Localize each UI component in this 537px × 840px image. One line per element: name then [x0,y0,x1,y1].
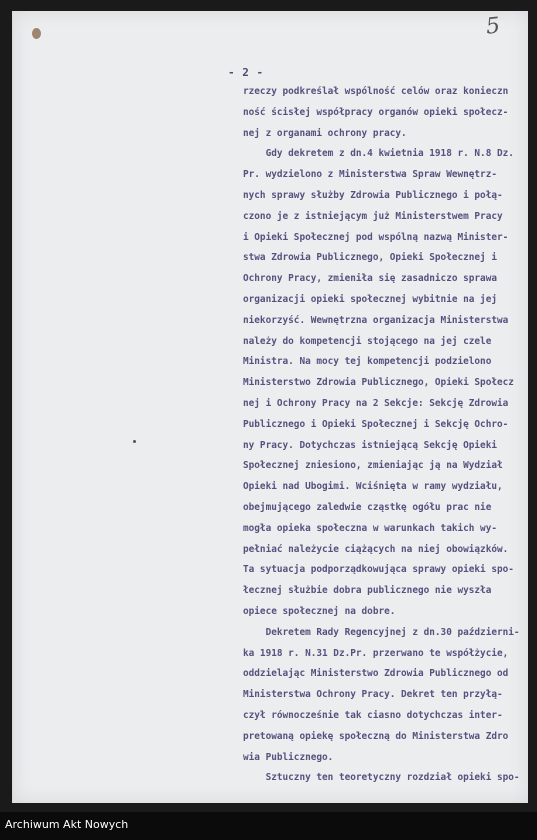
text-line: organizacji opieki społecznej wybitnie na jej [243,293,497,305]
text-line: nej z organami ochrony pracy. [243,127,407,139]
typewritten-text [243,82,523,789]
text-line: nych sprawy służby Zdrowia Publicznego i połą- [243,189,503,201]
text-line: Ta sytuacja podporządkowująca sprawy opieki spo- [243,564,514,576]
text-line: stwa Zdrowia Publicznego, Opieki Społecznej i [243,252,497,264]
text-line: ność ścisłej współpracy organów opieki społecz- [243,106,509,118]
text-line: należy do kompetencji stojącego na jej czele [243,335,492,347]
text-line: Ministerstwo Zdrowia Publicznego, Opieki Społecz [243,377,514,389]
text-line: Opieki nad Ubogimi. Wciśnięta w ramy wydziału, [243,481,503,493]
text-line: Dekretem Rady Regencyjnej z dn.30 październi- [243,626,520,638]
text-line: niekorzyść. Wewnętrzna organizacja Ministerstwa [243,314,509,326]
text-line: i Opieki Społecznej pod wspólną nazwą Minister- [243,231,509,243]
text-line: obejmującego zaledwie cząstkę ogółu prac nie [243,501,492,513]
page-header: - 2 - [228,66,264,79]
text-line: Gdy dekretem z dn.4 kwietnia 1918 r. N.8 Dz. [243,148,514,160]
text-line: łecznej służbie dobra publicznego nie wyszła [243,585,492,597]
paper-speck [133,440,136,443]
archive-label: Archiwum Akt Nowych [5,818,129,831]
text-line: wia Publicznego. [243,751,334,763]
text-line: Ochrony Pracy, zmieniła się zasadniczo sprawa [243,273,497,285]
text-line: Ministerstwa Ochrony Pracy. Dekret ten przyłą- [243,689,503,701]
archive-footer [0,812,537,840]
text-line: rzeczy podkreślał wspólność celów oraz konieczn [243,86,509,97]
text-line: Społecznej zniesiono, zmieniając ją na Wydział [243,460,503,472]
handwritten-page-number: 5 [484,13,502,40]
text-line: opiece społecznej na dobre. [243,605,396,617]
text-line: pretowaną opiekę społeczną do Ministerstwa Zdro [243,730,509,742]
text-line: ka 1918 r. N.31 Dz.Pr. przerwano te współżycie, [243,647,509,659]
text-line: Pr. wydzielono z Ministerstwa Spraw Wewnętrz- [243,169,497,181]
text-line: Sztuczny ten teoretyczny rozdział opieki spo- [243,772,520,784]
text-line: czono je z istniejącym już Ministerstwem Pracy [243,210,503,222]
text-line: Publicznego i Opieki Społecznej i Sekcję Ochro- [243,418,509,430]
text-line: mogła opieka społeczna w warunkach takich wy- [243,522,497,534]
text-line: Ministra. Na mocy tej kompetencji podzielono [243,356,492,368]
paper-stain [32,28,41,39]
text-line: ny Pracy. Dotychczas istniejącą Sekcję Opieki [243,439,497,451]
text-line: nej i Ochrony Pracy na 2 Sekcje: Sekcję Zdrowia [243,397,509,409]
text-line: pełniać należycie ciążących na niej obowiązków. [243,543,509,555]
text-line: czył równocześnie tak ciasno dotychczas inter- [243,709,503,721]
text-line: oddzielając Ministerstwo Zdrowia Publicznego od [243,668,509,680]
